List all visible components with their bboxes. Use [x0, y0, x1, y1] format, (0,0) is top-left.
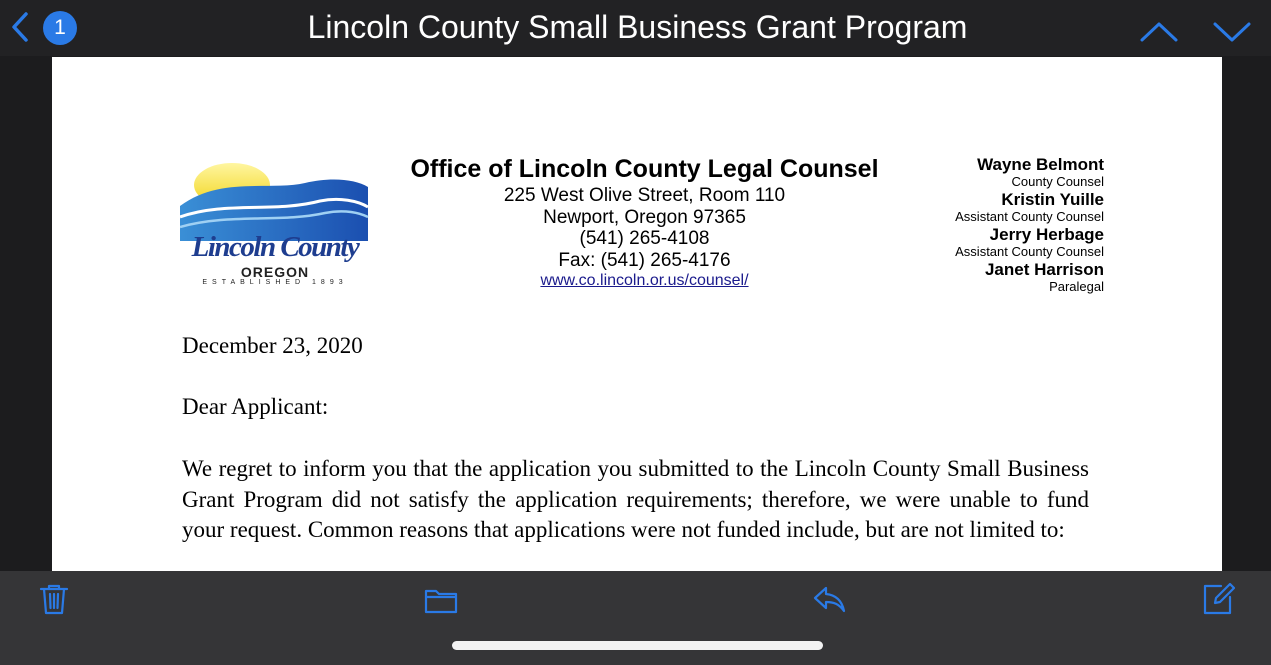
office-name: Office of Lincoln County Legal Counsel	[410, 155, 879, 183]
office-phone: (541) 265-4108	[579, 228, 710, 249]
office-fax: Fax: (541) 265-4176	[558, 249, 731, 271]
chevron-up-icon[interactable]	[1138, 18, 1180, 44]
staff-role: Assistant County Counsel	[955, 244, 1104, 259]
office-letterhead	[382, 153, 907, 291]
bottom-toolbar	[0, 571, 1271, 665]
staff-name: Kristin Yuille	[1001, 190, 1104, 209]
office-address-line2: Newport, Oregon 97365	[543, 206, 746, 228]
sun-wave-icon	[180, 161, 370, 241]
staff-name: Jerry Herbage	[989, 225, 1104, 244]
office-address-line1: 225 West Olive Street, Room 110	[503, 185, 786, 206]
letter-date: December 23, 2020	[182, 333, 363, 358]
logo-county-name: Lincoln County	[191, 231, 359, 263]
staff-role: County Counsel	[1011, 174, 1104, 189]
trash-icon[interactable]	[37, 582, 71, 616]
office-website-link[interactable]: www.co.lincoln.or.us/counsel/	[540, 272, 749, 289]
staff-list	[884, 155, 1104, 295]
staff-role: Paralegal	[1049, 279, 1104, 294]
staff-name: Wayne Belmont	[977, 155, 1104, 174]
letter-body: We regret to inform you that the application you submitted to the Lincoln County Small Business Grant Program did not satisfy the application requirements; therefore, we were unable to fund your request. Common reasons that applications were not funded include, but are not limited to:	[182, 456, 1089, 542]
compose-icon[interactable]	[1201, 582, 1235, 616]
home-indicator[interactable]	[452, 641, 823, 650]
letter-salutation: Dear Applicant:	[182, 394, 329, 419]
staff-role: Assistant County Counsel	[955, 209, 1104, 224]
logo-state: OREGON	[240, 264, 310, 280]
staff-name: Janet Harrison	[984, 260, 1104, 279]
lincoln-county-logo	[180, 161, 370, 291]
chevron-left-icon[interactable]	[6, 10, 36, 44]
page-title: Lincoln County Small Business Grant Program	[307, 9, 968, 45]
chevron-down-icon[interactable]	[1211, 18, 1253, 44]
folder-icon[interactable]	[424, 582, 458, 616]
logo-established: ESTABLISHED 1893	[202, 279, 348, 286]
reply-icon[interactable]	[812, 582, 846, 616]
navigation-bar	[0, 0, 1271, 56]
document-page[interactable]	[52, 57, 1222, 587]
unread-count-badge[interactable]: 1	[43, 11, 77, 45]
